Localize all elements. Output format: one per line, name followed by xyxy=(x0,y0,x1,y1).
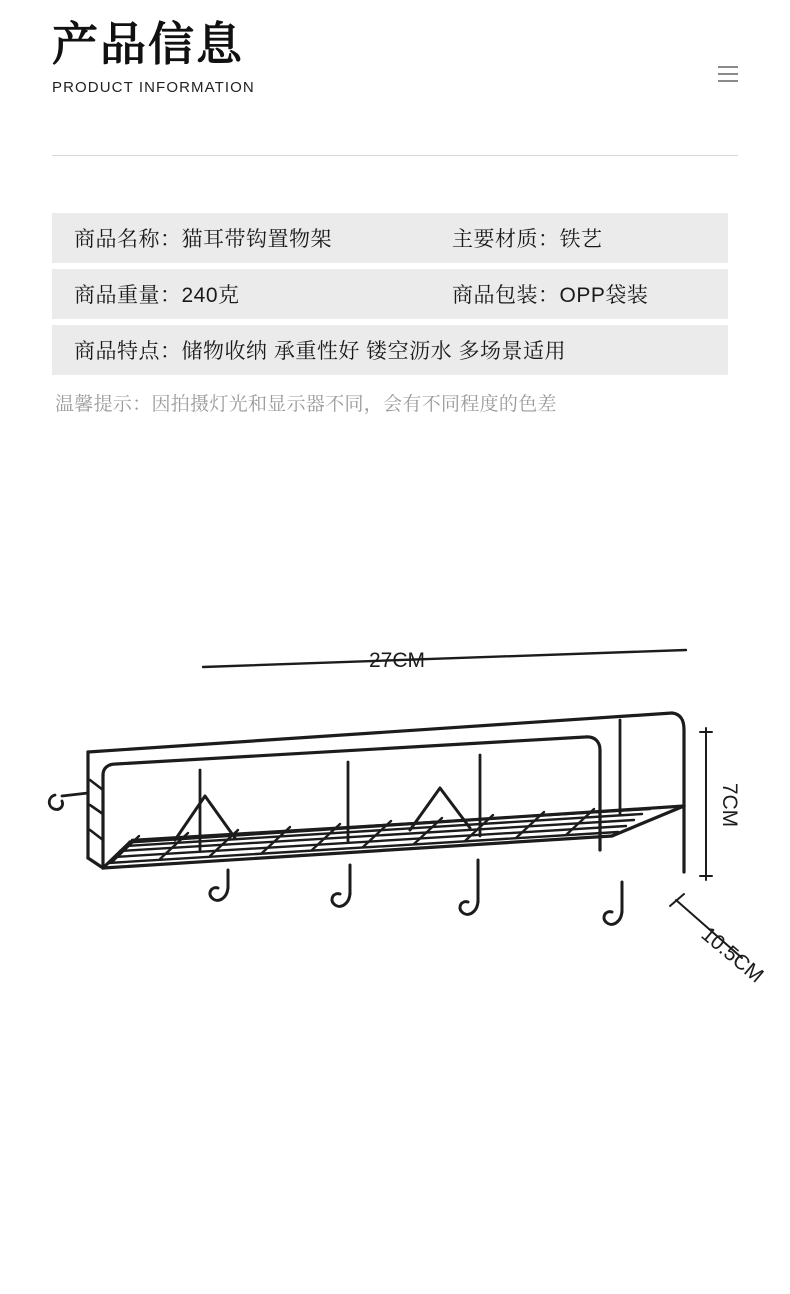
spec-weight: 商品重量：240克 xyxy=(74,284,240,307)
dimension-height-label: 7CM xyxy=(718,782,741,828)
table-row xyxy=(52,269,728,319)
spec-table xyxy=(52,213,728,416)
hamburger-menu-icon[interactable] xyxy=(718,66,738,82)
spec-packaging: 商品包装：OPP袋装 xyxy=(452,284,649,307)
page-header xyxy=(52,18,738,96)
dimension-depth-label: 10.5CM xyxy=(696,922,768,988)
spec-product-name: 商品名称：猫耳带钩置物架 xyxy=(74,228,332,251)
table-row xyxy=(52,213,728,263)
table-row xyxy=(52,325,728,375)
page-title: 产品信息 xyxy=(52,18,244,70)
spec-material: 主要材质：铁艺 xyxy=(452,228,603,251)
page-subtitle: PRODUCT INFORMATION xyxy=(52,78,255,96)
wire-rack-dimension-diagram xyxy=(0,600,790,1030)
dimension-width-label: 27CM xyxy=(368,649,426,672)
header-divider xyxy=(52,155,738,156)
color-difference-note: 温馨提示：因拍摄灯光和显示器不同，会有不同程度的色差 xyxy=(55,394,557,415)
spec-features: 商品特点：储物收纳 承重性好 镂空沥水 多场景适用 xyxy=(74,340,567,363)
